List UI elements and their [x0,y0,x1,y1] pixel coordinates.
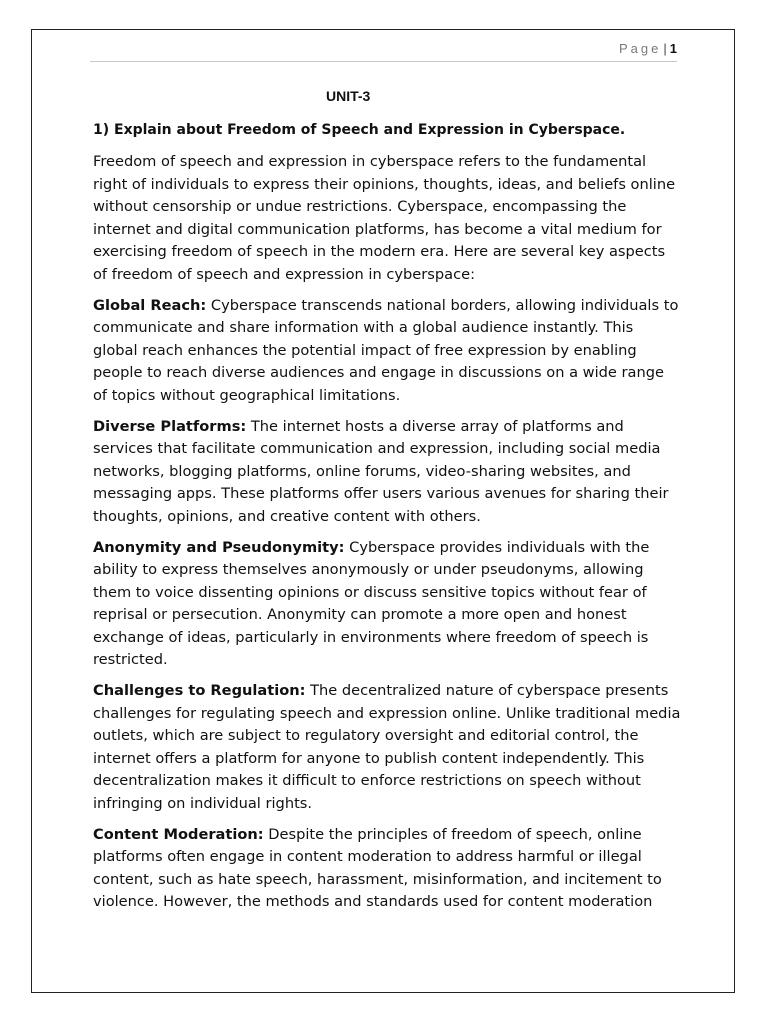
section-text: Cyberspace transcends national borders, allowing individuals to communicate and share information with a global audience instantly. This global reach enhances the potential impact of free expression by enabling people to reach diverse audiences and engage in discussions on a wide range of topics without geographical limitations. [93,296,679,404]
section-anonymity [93,537,681,672]
section-diverse-platforms [93,416,681,529]
page-word: Page [619,41,662,56]
section-text: Cyberspace provides individuals with the ability to express themselves anonymously or under pseudonyms, allowing them to voice dissenting opinions or discuss sensitive topics without fear of reprisal or persecution. Anonymity can promote a more open and honest exchange of ideas, particularly in environments where freedom of speech is restricted. [93,538,650,668]
page-header [90,40,677,62]
section-text: Despite the principles of freedom of speech, online platforms often engage in content moderation to address harmful or illegal content, such as hate speech, harassment, misinformation, and incitement to violence. However, the methods and standards used for content moderation [93,825,662,910]
section-heading: Challenges to Regulation: [93,682,306,699]
section-text: The internet hosts a diverse array of platforms and services that facilitate communication and expression, including social media networks, blogging platforms, online forums, video-sharing websites, and messaging apps. These platforms offer users various avenues for sharing their thoughts, opinions, and creative content with others. [93,417,669,525]
question-heading: 1) Explain about Freedom of Speech and Expression in Cyberspace. [93,122,626,138]
document-body [93,120,681,922]
section-heading: Global Reach: [93,296,207,314]
section-heading: Anonymity and Pseudonymity: [93,538,345,556]
section-heading: Content Moderation: [93,825,264,843]
intro-paragraph: Freedom of speech and expression in cyberspace refers to the fundamental right of individuals to express their opinions, thoughts, ideas, and beliefs online without censorship or undue restrictions. Cyberspace, encompassing the internet and digital communication platforms, has become a vital medium for exercising freedom of speech in the modern era. Here are several key aspects of freedom of speech and expression in cyberspace: [93,153,676,283]
page-number-label [619,41,677,56]
section-content-moderation [93,824,681,914]
section-text: The decentralized nature of cyberspace presents challenges for regulating speech and expression online. Unlike traditional media outlets, which are subject to regulatory oversight and editorial control, the internet offers a platform for anyone to publish content independently. This decentralization makes it difficult to enforce restrictions on speech without infringing on individual rights. [93,682,681,812]
page-separator: | [663,41,667,56]
section-heading: Diverse Platforms: [93,417,247,435]
section-challenges-regulation [93,680,681,815]
section-global-reach [93,295,681,408]
page-number: 1 [669,41,677,56]
unit-title: UNIT-3 [326,88,371,104]
